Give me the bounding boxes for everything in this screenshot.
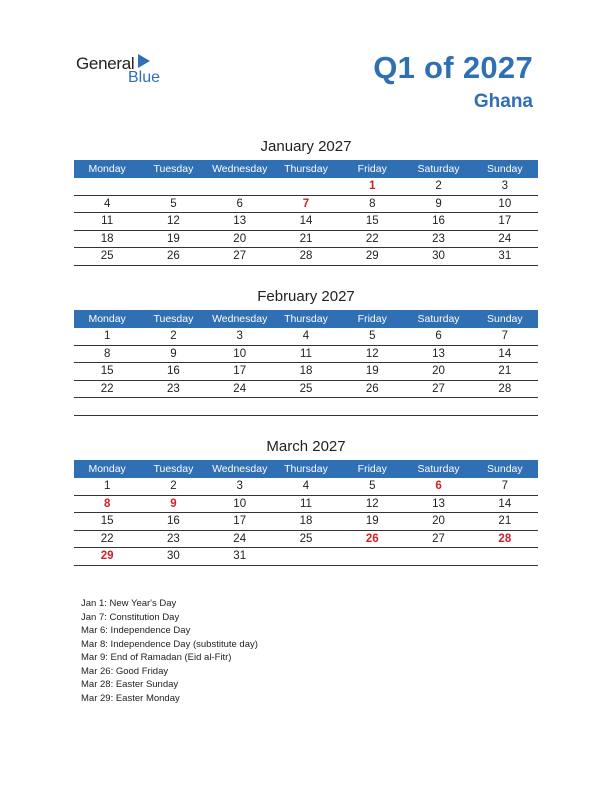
day-cell: 23 [432, 232, 445, 245]
weekday-label: Thursday [284, 463, 328, 475]
day-cell: 27 [233, 250, 247, 262]
weekday-label: Sunday [487, 163, 523, 175]
week-row [74, 398, 538, 416]
day-cell: 31 [498, 250, 512, 262]
day-cell: 6 [236, 197, 243, 210]
day-cell: 14 [498, 347, 512, 360]
week-row [74, 496, 538, 514]
day-cell: 5 [369, 480, 376, 492]
day-cell: 17 [233, 515, 247, 527]
day-cell: 2 [170, 330, 177, 342]
day-cell: 17 [498, 215, 512, 227]
weekday-label: Wednesday [212, 313, 268, 325]
day-cell [405, 548, 471, 565]
day-cell: 1 [103, 330, 111, 342]
day-cell: 8 [369, 197, 376, 210]
day-cell: 15 [365, 215, 379, 227]
day-cell: 12 [365, 497, 379, 510]
day-cell: 7 [501, 480, 509, 492]
day-cell: 9 [170, 347, 177, 360]
weekday-label: Wednesday [212, 163, 268, 175]
day-cell: 13 [432, 347, 445, 360]
weekday-label: Saturday [417, 163, 460, 175]
day-cell: 11 [300, 497, 312, 510]
day-cell: 28 [299, 250, 313, 262]
day-cell: 2 [435, 180, 442, 192]
day-cell [339, 398, 405, 415]
week-row [74, 213, 538, 231]
day-cell: 6 [435, 330, 442, 342]
day-cell: 14 [299, 215, 313, 227]
day-cell: 1 [369, 180, 376, 192]
holiday-note: Mar 29: Easter Monday [81, 692, 180, 704]
week-row [74, 513, 538, 531]
day-cell: 21 [498, 515, 512, 527]
day-cell: 13 [233, 215, 247, 227]
weekday-label: Monday [88, 313, 126, 325]
day-cell: 3 [236, 330, 243, 342]
holiday-note: Jan 7: Constitution Day [81, 611, 180, 623]
holiday-note: Mar 26: Good Friday [81, 665, 169, 677]
logo-flag-icon [138, 54, 150, 68]
day-cell: 30 [432, 250, 445, 262]
country-name: Ghana [473, 91, 533, 112]
day-cell [273, 548, 339, 565]
weekday-label: Sunday [487, 313, 523, 325]
day-cell: 4 [103, 197, 111, 210]
day-cell: 9 [170, 497, 177, 510]
day-cell: 27 [432, 382, 445, 395]
day-cell: 26 [365, 382, 379, 395]
day-cell: 28 [498, 532, 512, 545]
day-cell: 20 [432, 515, 445, 527]
week-row [74, 231, 538, 249]
day-cell: 29 [365, 250, 379, 262]
day-cell: 23 [167, 532, 180, 545]
day-cell: 31 [233, 550, 247, 562]
weekday-label: Saturday [417, 463, 460, 475]
day-cell: 7 [501, 330, 509, 342]
day-cell: 16 [167, 365, 180, 377]
weekday-label: Saturday [417, 313, 460, 325]
week-row [74, 346, 538, 364]
day-cell: 8 [103, 497, 111, 510]
weekday-label: Tuesday [153, 463, 194, 475]
month-calendar-march [74, 438, 538, 566]
holiday-note: Jan 1: New Year's Day [81, 598, 177, 609]
day-cell: 19 [365, 515, 379, 527]
weekday-header [74, 310, 538, 328]
day-cell: 11 [101, 215, 114, 227]
day-cell: 16 [167, 515, 180, 527]
day-cell: 20 [432, 365, 445, 377]
holiday-notes [81, 597, 258, 705]
day-cell [207, 398, 273, 415]
day-cell: 28 [498, 382, 512, 395]
day-cell: 25 [299, 532, 313, 545]
day-cell: 15 [100, 515, 114, 527]
day-cell: 11 [300, 347, 312, 360]
day-cell: 22 [100, 532, 114, 545]
day-cell: 8 [103, 347, 111, 360]
day-cell: 5 [170, 197, 177, 210]
day-cell: 19 [167, 232, 180, 245]
weekday-label: Friday [357, 313, 387, 325]
weekday-header [74, 460, 538, 478]
logo [76, 52, 176, 88]
day-cell [140, 398, 206, 415]
day-cell: 12 [167, 215, 180, 227]
weekday-label: Sunday [487, 463, 523, 475]
day-cell: 26 [167, 250, 180, 262]
day-cell: 25 [100, 250, 114, 262]
day-cell [207, 178, 273, 195]
day-cell [273, 178, 339, 195]
day-cell: 18 [299, 515, 313, 527]
day-cell: 10 [233, 347, 247, 360]
day-cell: 27 [432, 532, 445, 545]
weekday-label: Wednesday [212, 463, 268, 475]
day-cell [74, 398, 140, 415]
day-cell: 18 [100, 232, 114, 245]
day-cell: 17 [233, 365, 247, 377]
weekday-label: Friday [357, 463, 387, 475]
weekday-header [74, 160, 538, 178]
day-cell: 21 [498, 365, 512, 377]
day-cell: 3 [236, 480, 243, 492]
day-cell: 22 [100, 382, 114, 395]
day-cell: 9 [435, 197, 442, 210]
day-cell: 24 [498, 232, 512, 245]
week-row [74, 196, 538, 214]
day-cell [74, 178, 140, 195]
day-cell: 25 [299, 382, 313, 395]
holiday-note: Mar 6: Independence Day [81, 625, 191, 636]
day-cell: 24 [233, 382, 247, 395]
weekday-label: Tuesday [153, 163, 194, 175]
week-row [74, 381, 538, 399]
day-cell: 26 [365, 532, 379, 545]
weekday-label: Monday [88, 463, 126, 475]
day-cell: 7 [302, 197, 310, 210]
day-cell [405, 398, 471, 415]
day-cell: 1 [103, 480, 111, 492]
day-cell [140, 178, 206, 195]
week-row [74, 328, 538, 346]
day-cell: 19 [365, 365, 379, 377]
day-cell: 23 [167, 382, 180, 395]
day-cell: 29 [100, 550, 114, 562]
day-cell: 2 [170, 480, 177, 492]
month-title: January 2027 [260, 138, 352, 155]
week-row [74, 363, 538, 381]
day-cell [472, 548, 538, 565]
day-cell: 10 [498, 197, 512, 210]
week-row [74, 178, 538, 196]
day-cell [472, 398, 538, 415]
holiday-note: Mar 28: Easter Sunday [81, 679, 179, 690]
day-cell: 20 [233, 232, 247, 245]
day-cell: 16 [432, 215, 445, 227]
weekday-label: Tuesday [153, 313, 194, 325]
weekday-label: Thursday [284, 313, 328, 325]
weekday-label: Thursday [284, 163, 328, 175]
day-cell: 21 [299, 232, 313, 245]
day-cell: 4 [302, 330, 310, 342]
page-title: Q1 of 2027 [373, 50, 533, 85]
day-cell: 24 [233, 532, 247, 545]
month-title: March 2027 [266, 438, 346, 455]
day-cell: 3 [501, 180, 509, 192]
week-row [74, 548, 538, 566]
day-cell: 6 [435, 480, 442, 492]
day-cell: 4 [302, 480, 310, 492]
logo-general-text: General [76, 54, 135, 73]
day-cell [339, 548, 405, 565]
month-calendar-january [74, 138, 538, 266]
holiday-note: Mar 8: Independence Day (substitute day) [81, 638, 258, 650]
day-cell: 30 [167, 550, 180, 562]
day-cell: 13 [432, 497, 445, 510]
month-calendar-february [74, 288, 538, 416]
weekday-label: Friday [357, 163, 387, 175]
week-row [74, 478, 538, 496]
day-cell: 18 [299, 365, 313, 377]
weekday-label: Monday [88, 163, 126, 175]
day-cell: 10 [233, 497, 247, 510]
day-cell: 12 [365, 347, 379, 360]
month-title: February 2027 [257, 288, 355, 305]
week-row [74, 531, 538, 549]
week-row [74, 248, 538, 266]
day-cell: 15 [100, 365, 114, 377]
day-cell [273, 398, 339, 415]
day-cell: 22 [365, 232, 379, 245]
holiday-note: Mar 9: End of Ramadan (Eid al-Fitr) [81, 652, 232, 663]
logo-blue-text: Blue [128, 69, 161, 86]
day-cell: 14 [498, 497, 512, 510]
day-cell: 5 [369, 330, 376, 342]
